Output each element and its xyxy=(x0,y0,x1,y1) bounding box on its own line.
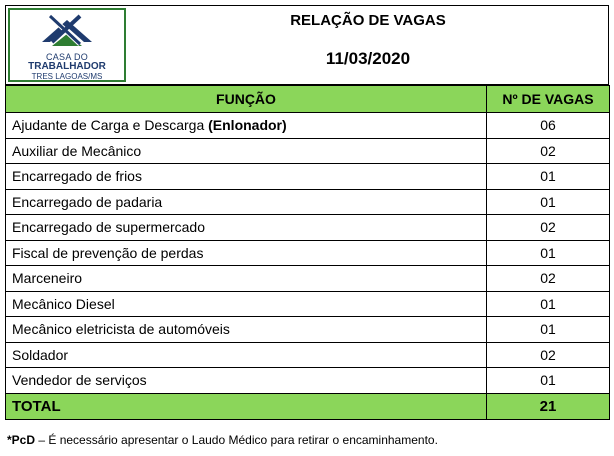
footnote-text: – É necessário apresentar o Laudo Médico para retirar o encaminhamento. xyxy=(35,433,438,447)
table-row xyxy=(6,266,610,292)
total-value: 21 xyxy=(487,393,610,419)
funcao-cell xyxy=(6,189,487,215)
vagas-cell: 02 xyxy=(487,266,610,292)
vagas-cell: 02 xyxy=(487,342,610,368)
funcao-cell xyxy=(6,138,487,164)
funcao-cell xyxy=(6,215,487,241)
table-row xyxy=(6,291,610,317)
logo-text-line2: TRABALHADOR xyxy=(28,61,106,72)
vagas-cell: 01 xyxy=(487,368,610,394)
funcao-cell xyxy=(6,240,487,266)
vagas-cell: 01 xyxy=(487,164,610,190)
funcao-text: Ajudante de Carga e Descarga xyxy=(12,117,209,134)
funcao-cell xyxy=(6,342,487,368)
page-title: RELAÇÃO DE VAGAS xyxy=(290,12,446,29)
funcao-cell xyxy=(6,164,487,190)
page-date: 11/03/2020 xyxy=(325,49,411,68)
sheet-header xyxy=(5,5,609,85)
vagas-cell: 02 xyxy=(487,215,610,241)
total-label: TOTAL xyxy=(6,393,487,419)
table-row xyxy=(6,317,610,343)
total-row xyxy=(6,393,610,419)
table-row xyxy=(6,189,610,215)
funcao-text: Encarregado de frios xyxy=(12,168,142,185)
funcao-cell xyxy=(6,368,487,394)
funcao-text: Mecânico eletricista de automóveis xyxy=(12,321,230,338)
funcao-cell xyxy=(6,266,487,292)
funcao-text: Marceneiro xyxy=(12,270,83,287)
funcao-text: Auxiliar de Mecânico xyxy=(12,142,142,159)
funcao-text: Soldador xyxy=(12,346,69,363)
funcao-bold-text: (Enlonador) xyxy=(208,117,287,134)
vagas-cell: 02 xyxy=(487,138,610,164)
vagas-cell: 01 xyxy=(487,291,610,317)
logo-text-line1: CASA DO xyxy=(45,52,89,62)
footnote-pcd-label: *PcD xyxy=(7,433,36,447)
column-header-funcao: FUNÇÃO xyxy=(6,86,487,113)
logo-text-line3: TRES LAGOAS/MS xyxy=(31,72,103,81)
house-logo-icon xyxy=(40,12,94,52)
funcao-text: Encarregado de padaria xyxy=(12,193,163,210)
table-row xyxy=(6,164,610,190)
vagas-cell: 06 xyxy=(487,113,610,139)
table-row xyxy=(6,138,610,164)
table-row xyxy=(6,215,610,241)
funcao-text: Encarregado de supermercado xyxy=(12,219,206,236)
table-header-row xyxy=(6,86,610,113)
funcao-cell xyxy=(6,113,487,139)
vagas-cell: 01 xyxy=(487,189,610,215)
footnote xyxy=(7,433,438,447)
table-row xyxy=(6,240,610,266)
table-row xyxy=(6,342,610,368)
vagas-cell: 01 xyxy=(487,317,610,343)
funcao-text: Fiscal de prevenção de perdas xyxy=(12,244,204,261)
vacancies-table xyxy=(5,85,610,420)
table-row xyxy=(6,113,610,139)
funcao-cell xyxy=(6,291,487,317)
column-header-vagas: Nº DE VAGAS xyxy=(487,86,610,113)
casa-do-trabalhador-logo xyxy=(8,8,126,82)
funcao-text: Vendedor de serviços xyxy=(12,372,147,389)
funcao-text: Mecânico Diesel xyxy=(12,295,115,312)
vagas-cell: 01 xyxy=(487,240,610,266)
table-row xyxy=(6,368,610,394)
funcao-cell xyxy=(6,317,487,343)
